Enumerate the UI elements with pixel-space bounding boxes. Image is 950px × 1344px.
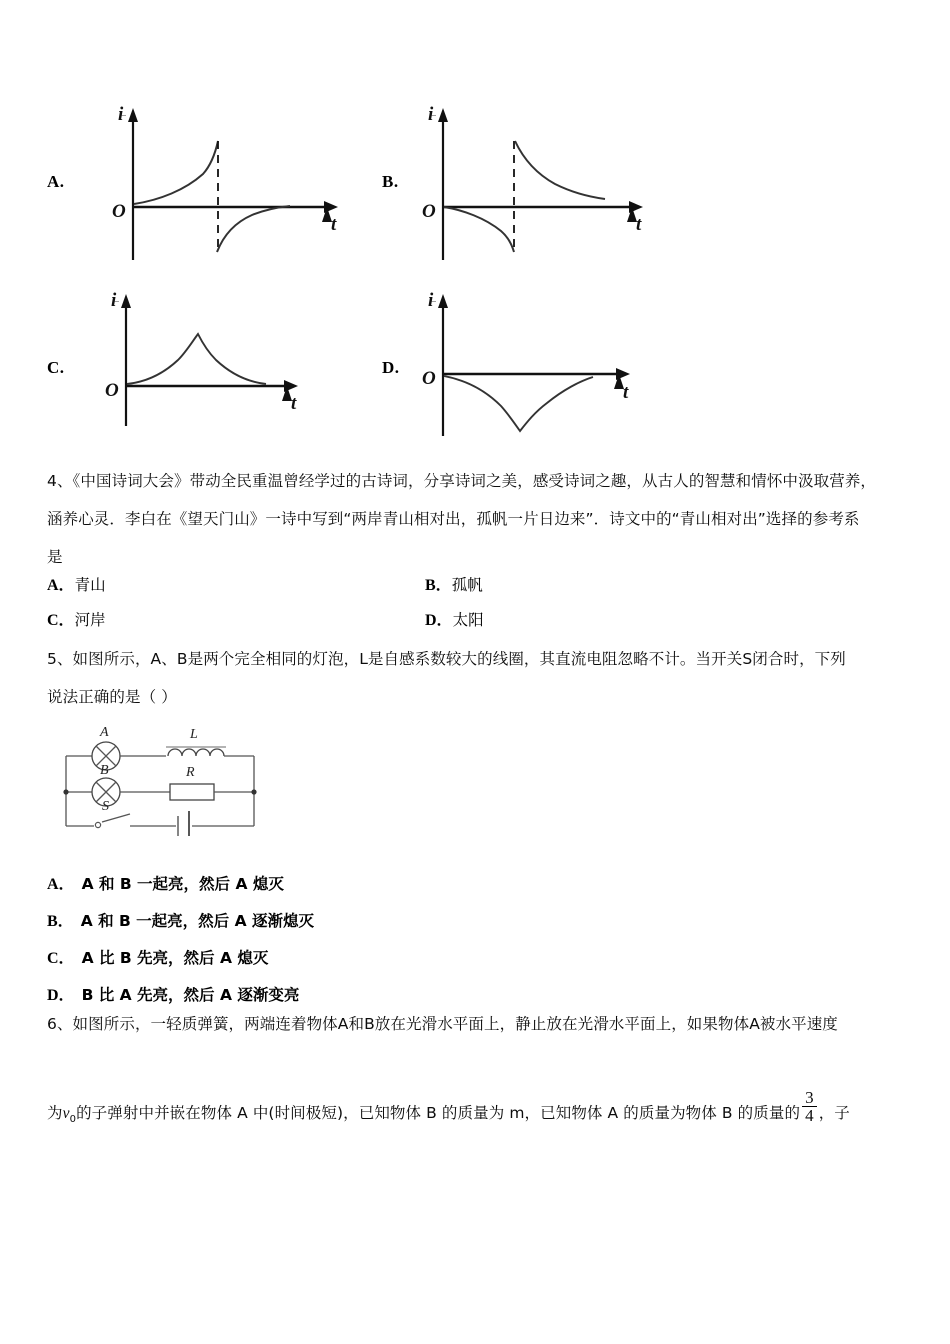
mass-ratio-fraction xyxy=(802,1089,817,1126)
q5-line-1: 5、如图所示，A、B是两个完全相同的灯泡，L是自感系数较大的线圈，其直流电阻忽略不计。当开关S闭合时，下列 xyxy=(47,650,846,668)
svg-text:‾: ‾ xyxy=(432,115,436,127)
q4-choice-b-text: 孤帆 xyxy=(451,576,483,594)
svg-text:O: O xyxy=(112,201,126,222)
q4-choice-d-text: 太阳 xyxy=(452,611,484,629)
fraction-numerator: 3 xyxy=(805,1087,814,1107)
q5-choice-b-letter: B． xyxy=(47,913,74,930)
svg-text:t: t xyxy=(623,382,629,403)
svg-text:B: B xyxy=(100,763,109,778)
svg-text:‾: ‾ xyxy=(115,301,119,313)
q4-line-2: 涵养心灵．李白在《望天门山》一诗中写到“两岸青山相对出，孤帆一片日边来”．诗文中的“青山相对出”选择的参考系 xyxy=(47,510,860,528)
question-5-stem xyxy=(47,640,927,716)
question-6-stem-line-2 xyxy=(47,1087,927,1139)
graph-option-a-letter: A. xyxy=(47,172,65,191)
svg-text:O: O xyxy=(422,368,436,389)
q6-velocity-subscript: 0 xyxy=(69,1114,77,1126)
q6-line2-middle: 的子弹射中并嵌在物体 A 中(时间极短)，已知物体 B 的质量为 m，已知物体 A 的质量为物体 B 的质量的 xyxy=(76,1104,801,1122)
q4-choice-row-2 xyxy=(47,607,927,642)
q5-choice-d-text: B 比 A 先亮，然后 A 逐渐变亮 xyxy=(81,986,300,1004)
self-inductance-circuit-figure xyxy=(58,716,288,841)
q6-line-2 xyxy=(47,1087,927,1139)
q5-choice-b-text: A 和 B 一起亮，然后 A 逐渐熄灭 xyxy=(80,912,314,930)
svg-text:i: i xyxy=(428,104,434,125)
svg-text:R: R xyxy=(186,765,195,780)
svg-text:‾: ‾ xyxy=(122,115,126,127)
graph-c-figure xyxy=(88,288,338,438)
q4-choice-c[interactable] xyxy=(47,607,106,630)
svg-text:A: A xyxy=(100,725,109,740)
q5-choice-c[interactable] xyxy=(47,940,647,977)
graph-option-d-letter: D. xyxy=(382,358,400,377)
q4-choice-d[interactable] xyxy=(425,607,484,630)
q6-line-1: 6、如图所示，一轻质弹簧，两端连着物体A和B放在光滑水平面上，静止放在光滑水平面上，如果物体A被水平速度 xyxy=(47,1015,838,1033)
graph-b-figure xyxy=(415,100,675,265)
question-4-choices xyxy=(47,572,927,642)
fraction-denominator: 4 xyxy=(802,1106,817,1125)
q4-choice-c-text: 河岸 xyxy=(74,611,106,629)
q5-line-2: 说法正确的是（ ） xyxy=(47,688,177,706)
question-6-stem xyxy=(47,1005,927,1043)
svg-text:t: t xyxy=(331,214,337,235)
q4-choice-a-text: 青山 xyxy=(74,576,106,594)
question-4-stem xyxy=(47,462,927,576)
q4-choice-a[interactable] xyxy=(47,572,106,595)
q5-choice-c-letter: C． xyxy=(47,950,75,967)
svg-text:O: O xyxy=(105,380,119,401)
q5-choice-a-text: A 和 B 一起亮，然后 A 熄灭 xyxy=(81,875,284,893)
q4-line-1: 4、《中国诗词大会》带动全民重温曾经学过的古诗词，分享诗词之美，感受诗词之趣，从古人的智慧和情怀中汲取营养， xyxy=(47,472,877,490)
q4-choice-row-1 xyxy=(47,572,927,607)
q6-velocity-symbol: v xyxy=(62,1105,70,1122)
svg-text:i: i xyxy=(428,290,434,311)
q4-choice-b[interactable] xyxy=(425,572,483,595)
svg-text:t: t xyxy=(636,214,642,235)
q4-line-3: 是 xyxy=(47,548,63,566)
q5-choice-c-text: A 比 B 先亮，然后 A 熄灭 xyxy=(81,949,269,967)
graph-option-c-letter: C. xyxy=(47,358,65,377)
graph-option-b-letter: B. xyxy=(382,172,399,191)
q4-choice-c-letter: C． xyxy=(47,612,75,629)
graph-a-figure xyxy=(100,100,360,265)
q6-line2-prefix: 为 xyxy=(47,1104,63,1122)
svg-text:S: S xyxy=(102,799,109,814)
q5-choice-d-letter: D． xyxy=(47,987,75,1004)
q4-choice-a-letter: A． xyxy=(47,577,75,594)
graph-options-block xyxy=(0,0,950,455)
svg-text:O: O xyxy=(422,201,436,222)
svg-text:t: t xyxy=(291,393,297,414)
q6-line2-suffix: ，子 xyxy=(818,1104,850,1122)
svg-text:‾: ‾ xyxy=(432,301,436,313)
svg-text:i: i xyxy=(118,104,124,125)
q4-choice-b-letter: B． xyxy=(425,577,452,594)
q5-choice-a[interactable] xyxy=(47,866,647,903)
graph-d-figure xyxy=(415,288,665,453)
svg-text:L: L xyxy=(190,727,198,742)
svg-text:i: i xyxy=(111,290,117,311)
q5-choice-a-letter: A． xyxy=(47,876,75,893)
q4-choice-d-letter: D． xyxy=(425,612,453,629)
question-5-choices xyxy=(47,866,647,1014)
q5-choice-b[interactable] xyxy=(47,903,647,940)
